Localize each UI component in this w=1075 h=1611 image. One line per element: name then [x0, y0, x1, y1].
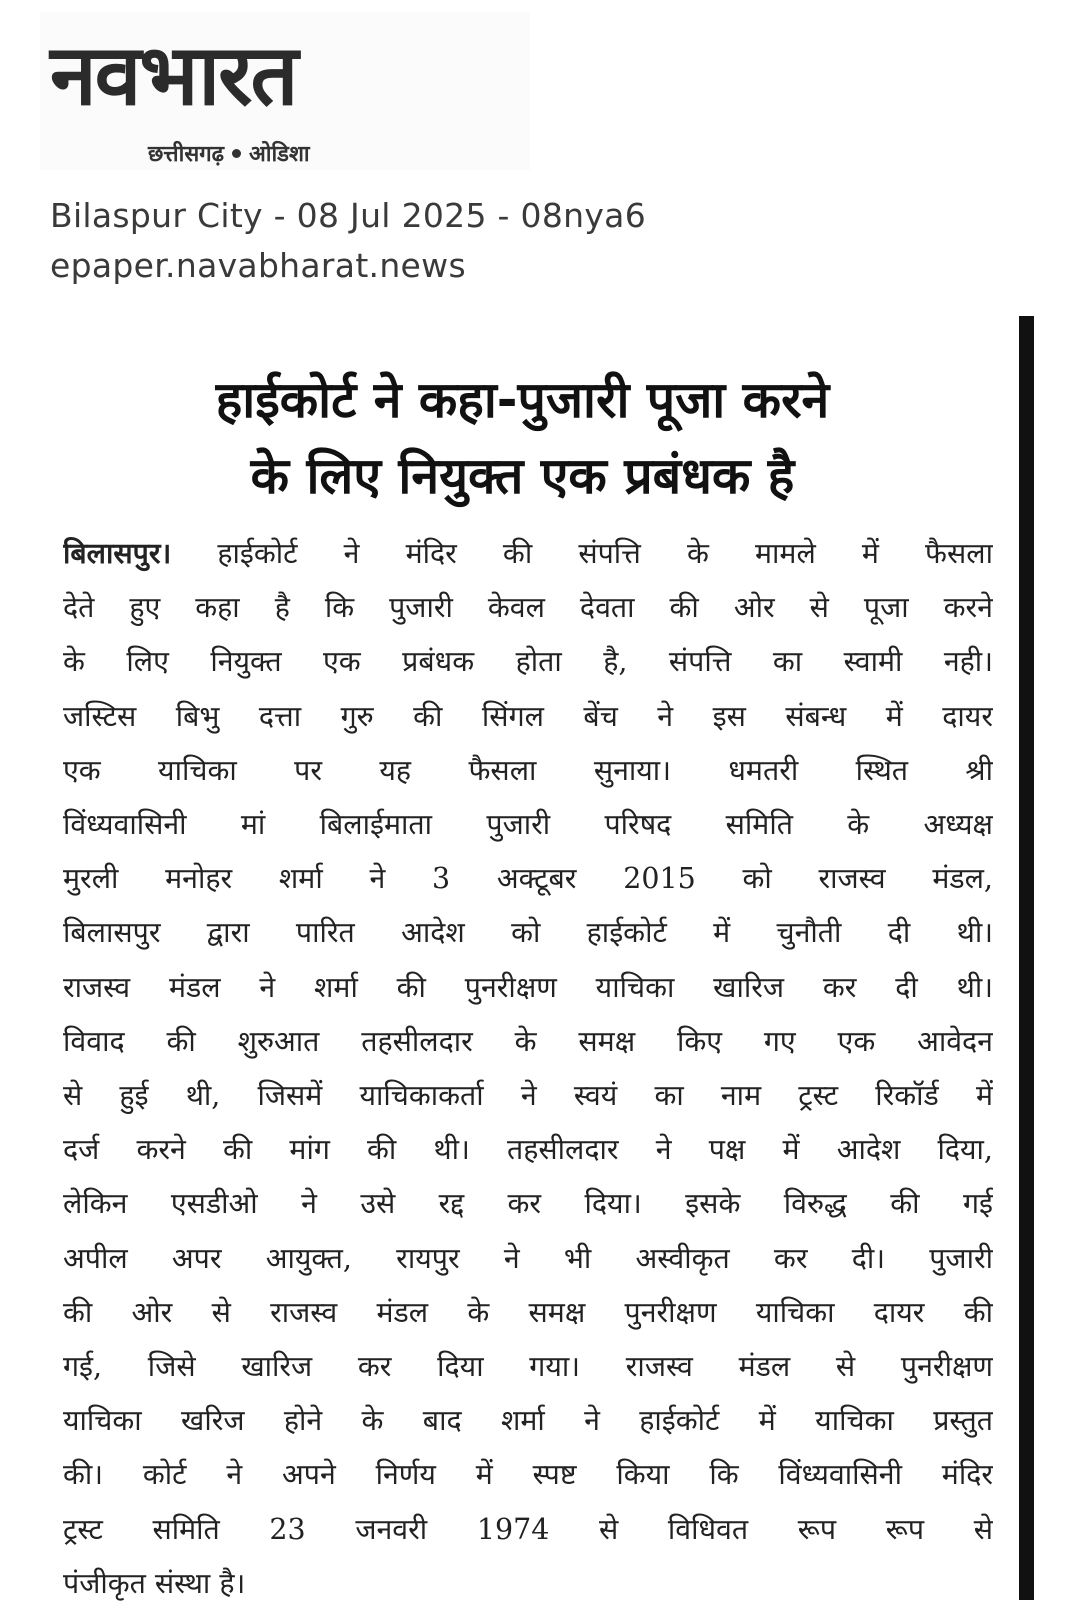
article-line: देते हुए कहा है कि पुजारी केवल देवता की ओर से पूजा करने — [63, 591, 993, 625]
article-headline — [55, 362, 990, 514]
article-line: पंजीकृत संस्था है। — [63, 1566, 246, 1600]
article-line: याचिका खरिज होने के बाद शर्मा ने हाईकोर्ट में याचिका प्रस्तुत — [63, 1404, 993, 1438]
article-line — [63, 526, 993, 581]
article-line: अपील अपर आयुक्त, रायपुर ने भी अस्वीकृत कर दी। पुजारी — [63, 1241, 993, 1275]
article-line: से हुई थी, जिसमें याचिकाकर्ता ने स्वयं का नाम ट्रस्ट रिकॉर्ड में — [63, 1079, 993, 1113]
article-line: विवाद की शुरुआत तहसीलदार के समक्ष किए गए एक आवेदन — [63, 1024, 993, 1058]
newspaper-logo: नवभारत — [50, 26, 297, 124]
article-line: गई, जिसे खारिज कर दिया गया। राजस्व मंडल से पुनरीक्षण — [63, 1350, 993, 1384]
article-line: की ओर से राजस्व मंडल के समक्ष पुनरीक्षण याचिका दायर की — [63, 1295, 993, 1329]
edition-info: Bilaspur City - 08 Jul 2025 - 08nya6 — [50, 196, 646, 235]
headline-line-2: के लिए नियुक्त एक प्रबंधक है — [250, 447, 795, 505]
column-rule — [1019, 316, 1034, 1600]
article-body — [63, 526, 993, 1611]
epaper-url: epaper.navabharat.news — [50, 246, 466, 285]
article-line: दर्ज करने की मांग की थी। तहसीलदार ने पक्ष में आदेश दिया, — [63, 1133, 993, 1167]
region-chhattisgarh: छत्तीसगढ़ — [148, 142, 224, 167]
article-line: राजस्व मंडल ने शर्मा की पुनरीक्षण याचिका खारिज कर दी थी। — [63, 970, 993, 1004]
article-line: लेकिन एसडीओ ने उसे रद्द कर दिया। इसके विरुद्ध की गई — [63, 1187, 993, 1221]
headline-line-1: हाईकोर्ट ने कहा-पुजारी पूजा करने — [215, 371, 830, 429]
bullet-dot-icon — [232, 149, 241, 158]
masthead — [40, 12, 530, 170]
article-line: के लिए नियुक्त एक प्रबंधक होता है, संपत्ति का स्वामी नही। — [63, 645, 993, 679]
article-line: की। कोर्ट ने अपने निर्णय में स्पष्ट किया कि विंध्यवासिनी मंदिर — [63, 1458, 993, 1492]
article-line: एक याचिका पर यह फैसला सुनाया। धमतरी स्थित श्री — [63, 753, 993, 787]
article-line: विंध्यवासिनी मां बिलाईमाता पुजारी परिषद समिति के अध्यक्ष — [63, 808, 993, 842]
article-line: मुरली मनोहर शर्मा ने 3 अक्टूबर 2015 को राजस्व मंडल, — [63, 862, 993, 896]
article-line: जस्टिस बिभु दत्ता गुरु की सिंगल बेंच ने इस संबन्ध में दायर — [63, 699, 993, 733]
masthead-regions — [148, 138, 310, 168]
region-odisha: ओडिशा — [248, 142, 310, 167]
article-dateline: बिलासपुर। — [63, 536, 172, 570]
article-line: ट्रस्ट समिति 23 जनवरी 1974 से विधिवत रूप रूप से — [63, 1512, 993, 1546]
article-line: बिलासपुर द्वारा पारित आदेश को हाईकोर्ट में चुनौती दी थी। — [63, 916, 993, 950]
article-line-text: हाईकोर्ट ने मंदिर की संपत्ति के मामले में फैसला — [171, 537, 993, 570]
